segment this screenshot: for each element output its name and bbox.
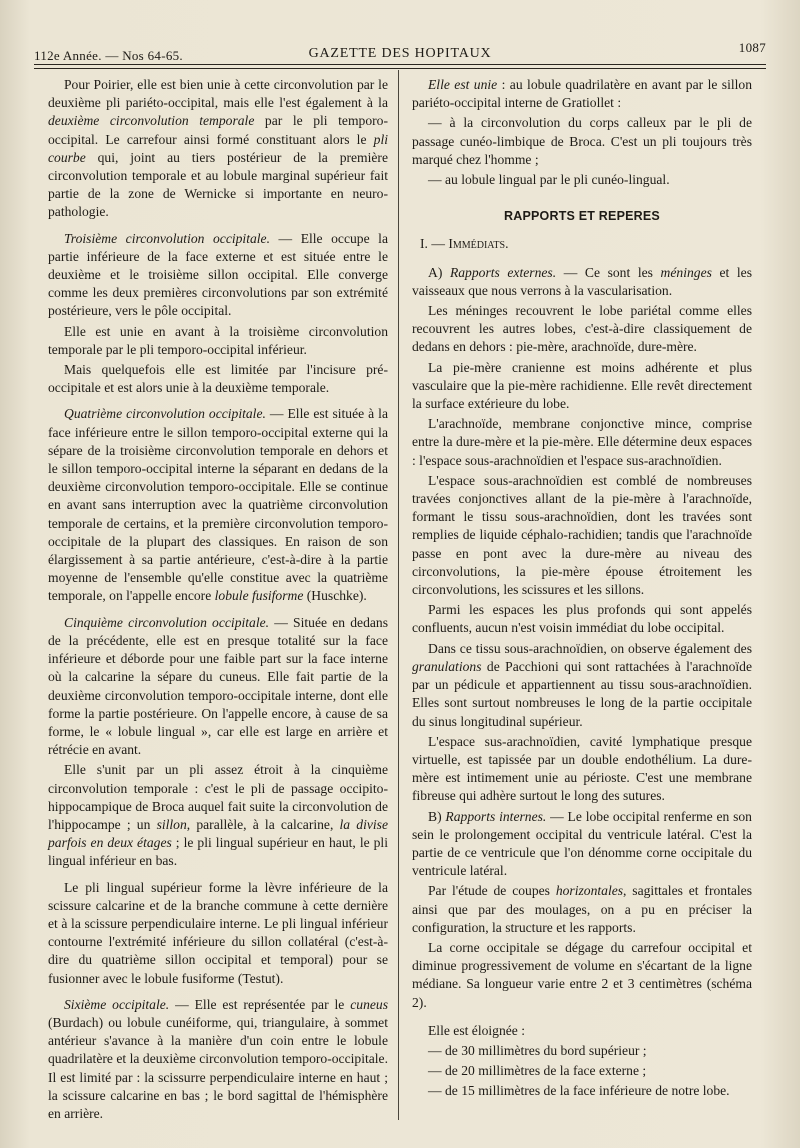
paragraph: La pie-mère cranienne est moins adhérente et plus vasculaire que la pie-mère rachidienne. Elle revêt directement la surface extérieure du lobe.	[412, 359, 752, 412]
paragraph: L'espace sus-arachnoïdien, cavité lymphatique presque virtuelle, est tapissée par un double endothélium. La dure-mère est intimement unie au périoste. C'est une membrane fibreuse qui adhère surtout le long des sutures.	[412, 733, 752, 804]
right-column	[412, 76, 752, 1103]
paragraph: Elle est unie : au lobule quadrilatère en avant par le sillon pariéto-occipital interne de Gratiollet :	[412, 77, 752, 111]
paragraph: Les méninges recouvrent le lobe pariétal comme elles recouvrent les autres lobes, c'est-à-dire classiquement de dedans en dehors : pie-mère, arachnoïde, dure-mère.	[412, 303, 752, 355]
page-header	[34, 40, 766, 66]
list-item: — à la circonvolution du corps calleux par le pli de passage cunéo-limbique de Broca. C'est un pli toujours très marqué chez l'homme ;	[412, 115, 752, 167]
paragraph: L'arachnoïde, membrane conjonctive mince, comprise entre la dure-mère et la pie-mère. Elle détermine deux espaces : l'espace sous-arachnoïdien et l'espace sus-arachnoïdien.	[412, 416, 752, 468]
paragraph: Troisième circonvolution occipitale. — Elle occupe la partie inférieure de la face externe et est située entre le deuxième et le troisième sillon occipital. Elle converge comme les deux premières circonvolutions par son extrémité postérieure, vers le pôle occipital.	[48, 230, 388, 319]
issue-number: 112e Année. — Nos 64-65.	[34, 48, 183, 63]
paragraph: Elle est éloignée :	[428, 1022, 526, 1038]
paragraph: Elle s'unit par un pli assez étroit à la cinquième circonvolution temporale : c'est le pli de passage occipito-hippocampique de Broca auquel fait suite la circonvolution de l'hippocampe ; un sillon, parallèle, à la calcarine, la divise parfois en deux étages ; le pli lingual supérieur en haut, le pli lingual inférieur en bas.	[48, 762, 388, 869]
paragraph: L'espace sous-arachnoïdien est comblé de nombreuses travées conjonctives allant de la pie-mère à l'arachnoïde, formant le tissu sous-arachnoïdien, dont les travées sont remplies de liquide céphalo-rachidien; tandis que l'arachnoïde passe en pont avec la dure-mère au niveau des circonvolutions, la pie-mère épouse étroitement les circonvolutions, les scissures et les sillons.	[412, 472, 752, 598]
paragraph: Pour Poirier, elle est bien unie à cette circonvolution par le deuxième pli pariéto-occipital, mais elle l'est également à la deuxième circonvolution temporale par le pli temporo-occipital. Le carrefour ainsi formé constituant alors le pli courbe qui, joint au tiers postérieur de la première circonvolution temporale et au lobule marginal supérieur fait partie de la zone de Wernicke si importante en neuro-pathologie.	[48, 77, 388, 220]
paragraph: Le pli lingual supérieur forme la lèvre inférieure de la scissure calcarine et de la branche commune à cette dernière et à la scissure perpendiculaire interne. Le pli lingual inférieur contourne l'extrémité inférieure du sillon collatéral (c'est-à-dire du quatrième sillon occipital et temporal) pour se fusionner avec le lobule fusiforme (Testut).	[48, 879, 388, 986]
list-item: — de 30 millimètres du bord supérieur ;	[428, 1042, 647, 1058]
paragraph: Dans ce tissu sous-arachnoïdien, on observe également des granulations de Pacchioni qui sont rattachées à l'arachnoïde par un pédicule et appartiennent au tissu sous-arachnoïdien. Elles sont surtout nombreuses le long de la partie occipitale du sinus longitudinal supérieur.	[412, 640, 752, 729]
publication-title: GAZETTE DES HOPITAUX	[308, 46, 492, 61]
column-divider	[398, 70, 399, 1120]
paragraph: A) Rapports externes. — Ce sont les méninges et les vaisseaux que nous verrons à la vascularisation.	[412, 264, 752, 298]
list-item: — au lobule lingual par le pli cunéo-lingual.	[428, 172, 670, 188]
left-column	[48, 76, 388, 1125]
paragraph: La corne occipitale se dégage du carrefour occipital et diminue progressivement de volume en s'écartant de la ligne médiane. Sa longueur varie entre 2 et 3 centimètres (schéma 2).	[412, 939, 752, 1010]
paragraph: B) Rapports internes. — Le lobe occipital renferme en son sein le prolongement occipital du ventricule latéral. C'est la partie de ce ventricule que l'on dénomme corne occipitale du ventricule latéral.	[412, 808, 752, 879]
header-rule-thin	[34, 68, 766, 69]
paragraph: Parmi les espaces les plus profonds qui sont appelés confluents, aucun n'est voisin immédiat du lobe occipital.	[412, 602, 752, 636]
paragraph: Elle est unie en avant à la troisième circonvolution temporale par le pli temporo-occipital inférieur.	[48, 323, 388, 357]
section-title: RAPPORTS ET REPERES	[504, 209, 660, 224]
header-rule-thick	[34, 64, 766, 65]
section-heading: Quatrième circonvolution occipitale.	[64, 406, 266, 422]
section-heading: Sixième occipitale.	[64, 996, 170, 1012]
paragraph: Sixième occipitale. — Elle est représentée par le cuneus (Burdach) ou lobule cunéiforme, qui, triangulaire, à sommet antérieur s'avance à la manière d'un coin entre le lobule quadrilatère et la deuxième circonvolution temporo-occipitale. Il est limité par : la scissurre perpendiculaire interne en haut ; la scissure calcarine en bas ; le bord sagittal de l'hémisphère en arrière.	[48, 996, 388, 1121]
paragraph: Quatrième circonvolution occipitale. — Elle est située à la face inférieure entre le sillon temporo-occipital externe qui la sépare de la troisième circonvolution temporale en dehors et le sillon temporo-occipital interne la séparant en dedans de la deuxième circonvolution temporo-occipitale. Elle se continue en avant sans interruption avec la quatrième circonvolution temporale de certains, et la première circonvolution temporo-occipitale de la plupart des classiques. En raison de son élargissement à sa partie antérieure, c'est-à-dire à la partie moyenne de l'ensemble qu'elle constitue avec la quatrième temporale, on l'appelle encore lobule fusiforme (Huschke).	[48, 406, 388, 604]
paragraph: Par l'étude de coupes horizontales, sagittales et frontales ainsi que par des moulages, on a pu en préciser la configuration, la structure et les rapports.	[412, 883, 752, 935]
paragraph: Cinquième circonvolution occipitale. — Située en dedans de la précédente, elle est en presque totalité sur la face inférieure et déborde pour une faible part sur la face interne où la calcarine la sépare du cuneus. Elle fait partie de la deuxième circonvolution temporo-occipitale interne, dont elle forme la partie postérieure. On l'appelle encore, à cause de sa forme, le « lobule lingual », car elle est large en arrière et rétrécie en avant.	[48, 614, 388, 758]
list-item: — de 20 millimètres de la face externe ;	[428, 1063, 647, 1079]
section-heading: Troisième circonvolution occipitale.	[64, 230, 270, 246]
page-number: 1087	[738, 40, 766, 55]
subsection-title: I. — Immédiats.	[420, 236, 509, 252]
paragraph: Mais quelquefois elle est limitée par l'incisure pré-occipitale et est alors unie à la deuxième temporale.	[48, 362, 388, 396]
list-item: — de 15 millimètres de la face inférieure de notre lobe.	[428, 1083, 730, 1099]
section-heading: Cinquième circonvolution occipitale.	[64, 614, 270, 630]
